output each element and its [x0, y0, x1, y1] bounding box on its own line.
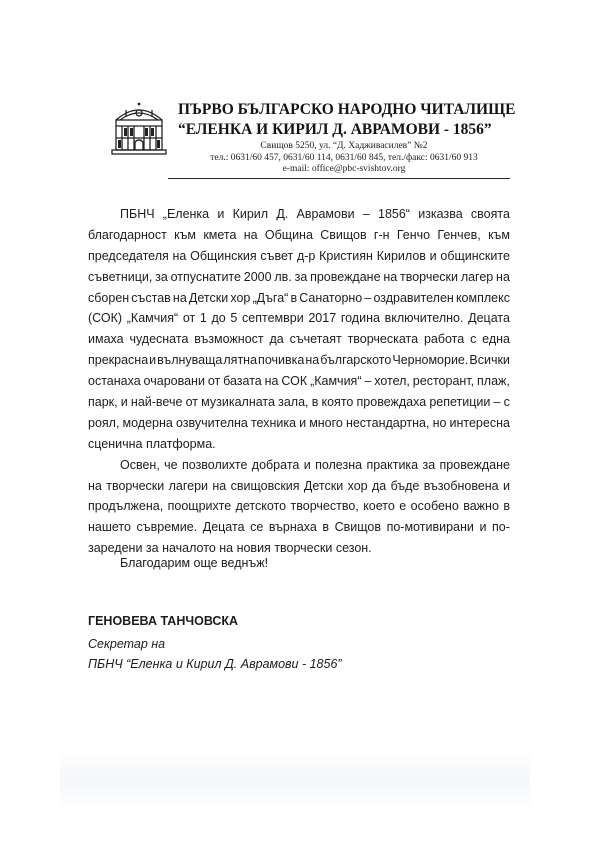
body-line: заредени за началото на новия творчески сезон. — [88, 541, 372, 556]
scan-tint — [60, 750, 530, 810]
letterhead-email: e-mail: office@pbc-svishtov.org — [282, 164, 406, 174]
body-line: ПБНЧ „Еленка и Кирил Д. Аврамови – 1856“ изказва своята — [120, 207, 510, 221]
letterhead-title — [178, 100, 516, 140]
letterhead-divider — [168, 178, 510, 179]
signatory-role: Секретар на — [88, 637, 166, 651]
building-emblem-icon — [110, 98, 168, 160]
closing-thanks: Благодарим още веднъж! — [120, 556, 269, 570]
letterhead-address: Свищов 5250, ул. “Д. Хадживасилев” №2 — [260, 141, 428, 151]
body-line: роял, модерна озвучителна техника и много нестандартна, но интересна — [88, 415, 510, 430]
body-line: останаха очаровани от базата на СОК „Камчия“ – хотел, ресторант, плаж, — [88, 374, 510, 389]
body-line: парк, и най-вече от музикалната зала, в която провеждаха репетиции – с — [88, 395, 510, 410]
body-line: сценична платформа. — [88, 436, 216, 451]
signatory-name: ГЕНОВЕВА ТАНЧОВСКА — [88, 614, 239, 628]
body-line: съветници, за отпуснатите 2000 лв. за провеждане на творчески лагер на — [88, 269, 510, 284]
letterhead-title-line1: ПЪРВО БЪЛГАРСКО НАРОДНО ЧИТАЛИЩЕ — [178, 101, 516, 118]
body-line: нашето съвремие. Децата се върнаха в Свищов по-мотивирани и по- — [88, 520, 510, 535]
body-line: на творчески лагери на свищовския Детски хор да бъде възобновена и — [88, 478, 510, 493]
body-line: прекрасна и вълнуваща лятна почивка на българското Черноморие. Всички — [88, 353, 510, 368]
body-line: благодарност към кмета на Община Свищов г-н Генчо Генчев, към — [88, 227, 510, 242]
signatory-organization: ПБНЧ “Еленка и Кирил Д. Аврамови - 1856” — [88, 657, 342, 671]
body-line: Освен, че позволихте добрата и полезна практика за провеждане — [120, 457, 510, 472]
letterhead-contacts — [178, 141, 510, 176]
body-line: председателя на Общинския съвет д-р Кристиян Кирилов и общинските — [88, 248, 510, 263]
letterhead-phones: тел.: 0631/60 457, 0631/60 114, 0631/60 845, тел./факс: 0631/60 913 — [210, 152, 478, 163]
body-line: продължена, поощрихте детското творчество, което е особено важно в — [88, 499, 510, 514]
body-line: имаха чудесната възможност да съчетаят творческата работа с една — [88, 332, 510, 347]
body-line: (СОК) „Камчия“ от 1 до 5 септември 2017 година включително. Децата — [88, 311, 510, 326]
letter-body — [88, 204, 510, 559]
letterhead-title-line2: “ЕЛЕНКА И КИРИЛ Д. АВРАМОВИ - 1856” — [178, 121, 492, 138]
body-line: сборен състав на Детски хор „Дъга“ в Санаторно – оздравителен комплекс — [88, 290, 510, 305]
